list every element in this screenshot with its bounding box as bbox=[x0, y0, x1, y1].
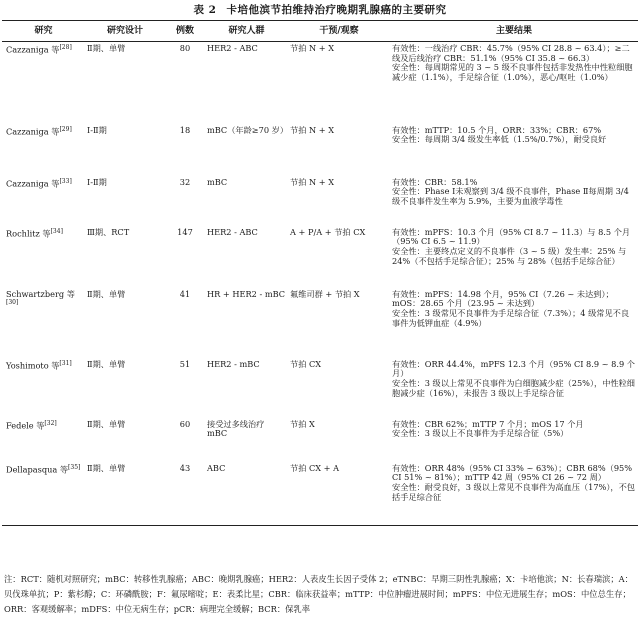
results-cell bbox=[390, 176, 638, 226]
table-title-text: 卡培他滨节拍维持治疗晚期乳腺癌的主要研究 bbox=[226, 4, 447, 16]
table-header-row bbox=[2, 21, 638, 42]
design-cell: Ⅱ期、单臂 bbox=[87, 358, 126, 369]
results-cell bbox=[390, 226, 638, 288]
study-name: Fedele 等 bbox=[6, 420, 45, 431]
efficacy-text: 有效性：ORR 48%（95% CI 33% ~ 63%）；CBR 68%（95% CI 51% ~ 81%）；mTTP 42 周（95% CI 26 ~ 72 周） bbox=[392, 462, 633, 483]
design-cell: Ⅰ-Ⅱ期 bbox=[87, 124, 107, 135]
efficacy-text: 有效性：mTTP：10.5 个月，ORR：33%；CBR：67% bbox=[392, 124, 602, 135]
table-row bbox=[2, 358, 638, 418]
results-cell bbox=[390, 462, 638, 526]
safety-text: 安全性：3 级以上常见不良事件为白细胞减少症（25%），中性粒细胞减少症（16%），未报告 3 级以上手足综合征 bbox=[392, 377, 635, 398]
efficacy-text: 有效性：ORR 44.4%，mPFS 12.3 个月（95% CI 8.9 ~ 8.9 个月） bbox=[392, 358, 635, 379]
table-row bbox=[2, 124, 638, 176]
table-row bbox=[2, 42, 638, 124]
study-cell bbox=[2, 358, 85, 418]
n-cell: 32 bbox=[179, 176, 191, 187]
table-row bbox=[2, 462, 638, 526]
population-cell: 接受过多线治疗 mBC bbox=[207, 418, 265, 439]
study-cell bbox=[2, 42, 85, 124]
header-study: 研究 bbox=[2, 21, 85, 42]
header-results: 主要结果 bbox=[390, 21, 638, 42]
header-population: 研究人群 bbox=[205, 21, 288, 42]
intervention-cell: 节拍 X bbox=[290, 418, 315, 429]
study-name: Dellapasqua 等 bbox=[6, 464, 69, 475]
safety-text: 安全性：耐受良好，3 级以上常见不良事件为高血压（17%），不包括手足综合征 bbox=[392, 481, 635, 502]
n-cell: 41 bbox=[179, 288, 191, 299]
study-ref: [34] bbox=[50, 227, 63, 235]
study-name: Yoshimoto 等 bbox=[6, 360, 60, 371]
design-cell: Ⅰ-Ⅱ期 bbox=[87, 176, 107, 187]
study-cell bbox=[2, 176, 85, 226]
header-intervention: 干预/观察 bbox=[288, 21, 390, 42]
results-cell bbox=[390, 42, 638, 124]
table-footnote: 注：RCT：随机对照研究；mBC：转移性乳腺癌；ABC：晚期乳腺癌；HER2：人表皮生长因子受体 2；eTNBC：早期三阴性乳腺癌；X：卡培他滨；N：长春瑞滨；A：贝伐珠单抗；P：紫杉醇；C：环磷酰胺；F：氟尿嘧啶；E：表柔比星；CBR：临床获益率；mTTP：中位肿瘤进展时间；mPFS：中位无进展生存；mOS：中位总生存；ORR：客观缓解率；mDFS：中位无病生存；pCR：病理完全缓解；BCR：保乳率 bbox=[4, 574, 633, 614]
design-cell: Ⅲ期、RCT bbox=[87, 226, 130, 237]
header-n: 例数 bbox=[165, 21, 205, 42]
population-cell: mBC（年龄≥70 岁） bbox=[207, 124, 289, 135]
study-ref: [30] bbox=[6, 299, 19, 307]
intervention-cell: A + P/A + 节拍 CX bbox=[290, 226, 366, 237]
safety-text: 安全性：3 级以上不良事件为手足综合征（5%） bbox=[392, 428, 569, 439]
population-cell: HER2 - ABC bbox=[207, 226, 258, 237]
table-row bbox=[2, 418, 638, 462]
results-cell bbox=[390, 124, 638, 176]
n-cell: 60 bbox=[179, 418, 191, 429]
safety-text: 安全性：每周期常见的 3 ~ 5 级不良事件包括非发热性中性粒细胞减少症（1.1%），手足综合征（1.0%），恶心/呕吐（1.0%） bbox=[392, 62, 633, 83]
n-cell: 80 bbox=[179, 43, 191, 53]
intervention-cell: 节拍 N + X bbox=[290, 176, 335, 187]
efficacy-text: 有效性：mPFS：14.98 个月，95% CI（7.26 ~ 未达到）；mOS：28.65 个月（23.95 ~ 未达到） bbox=[392, 288, 614, 309]
intervention-cell: 节拍 N + X bbox=[290, 124, 335, 135]
safety-text: 安全性：每周期 3/4 级发生率低（1.5%/0.7%），耐受良好 bbox=[392, 134, 607, 145]
study-cell bbox=[2, 288, 85, 358]
intervention-cell: 节拍 CX + A bbox=[288, 462, 390, 526]
table-row bbox=[2, 288, 638, 358]
n-cell: 147 bbox=[177, 226, 193, 237]
intervention-cell: 氟维司群 + 节拍 X bbox=[290, 288, 360, 299]
study-ref: [32] bbox=[44, 419, 57, 427]
header-design: 研究设计 bbox=[85, 21, 165, 42]
intervention-cell: 节拍 N + X bbox=[290, 43, 335, 53]
n-cell: 51 bbox=[179, 358, 191, 369]
table-number: 表 2 bbox=[193, 4, 217, 16]
study-ref: [29] bbox=[59, 125, 72, 133]
safety-text: 安全性：3 级常见不良事件为手足综合征（7.3%）；4 级常见不良事件为低钾血症（4.9%） bbox=[392, 307, 630, 328]
intervention-cell: 节拍 CX bbox=[290, 358, 322, 369]
results-cell bbox=[390, 418, 638, 462]
safety-text: 安全性：Phase Ⅰ未观察到 3/4 级不良事件，Phase Ⅱ每周期 3/4 级不良事件发生率为 5.9%，主要为血液学毒性 bbox=[392, 186, 629, 206]
population-cell: HER2 - mBC bbox=[207, 358, 260, 369]
study-ref: [31] bbox=[59, 359, 72, 367]
study-cell bbox=[2, 124, 85, 176]
safety-text: 安全性：主要终点定义的不良事件（3 ~ 5 级）发生率：25% 与 24%（不包括手足综合征）；25% 与 28%（包括手足综合征） bbox=[392, 245, 627, 266]
study-cell bbox=[2, 418, 85, 462]
table-row bbox=[2, 226, 638, 288]
population-cell: ABC bbox=[205, 462, 288, 526]
study-ref: [33] bbox=[59, 177, 72, 185]
design-cell: Ⅱ期、单臂 bbox=[87, 288, 126, 299]
results-cell bbox=[390, 358, 638, 418]
study-ref: [35] bbox=[68, 463, 81, 471]
design-cell: Ⅱ期、单臂 bbox=[85, 462, 165, 526]
n-cell: 18 bbox=[179, 124, 191, 135]
study-name: Cazzaniga 等 bbox=[6, 178, 60, 189]
study-cell bbox=[2, 226, 85, 288]
population-cell: mBC bbox=[207, 176, 228, 187]
table-title bbox=[0, 2, 640, 17]
efficacy-text: 有效性：CBR 62%；mTTP 7 个月；mOS 17 个月 bbox=[392, 418, 584, 429]
study-name: Schwartzberg 等 bbox=[6, 288, 75, 299]
efficacy-text: 有效性：一线治疗 CBR：45.7%（95% CI 28.8 ~ 63.4）；≥二线及后线治疗 CBR：51.1%（95% CI 35.8 ~ 66.3） bbox=[392, 43, 630, 63]
population-cell: HER2 - ABC bbox=[207, 43, 258, 53]
results-table bbox=[2, 20, 638, 526]
results-cell bbox=[390, 288, 638, 358]
design-cell: Ⅱ期、单臂 bbox=[87, 418, 126, 429]
efficacy-text: 有效性：CBR：58.1% bbox=[392, 176, 478, 187]
study-cell bbox=[2, 462, 85, 526]
table-row bbox=[2, 176, 638, 226]
n-cell: 43 bbox=[165, 462, 205, 526]
study-name: Rochlitz 等 bbox=[6, 228, 51, 239]
efficacy-text: 有效性：mPFS：10.3 个月（95% CI 8.7 ~ 11.3）与 8.5 个月（95% CI 6.5 ~ 11.9） bbox=[392, 226, 631, 247]
study-name: Cazzaniga 等 bbox=[6, 44, 60, 55]
population-cell: HR + HER2 - mBC bbox=[207, 288, 286, 299]
study-ref: [28] bbox=[59, 44, 72, 51]
design-cell: Ⅱ期、单臂 bbox=[87, 43, 126, 53]
study-name: Cazzaniga 等 bbox=[6, 126, 60, 137]
